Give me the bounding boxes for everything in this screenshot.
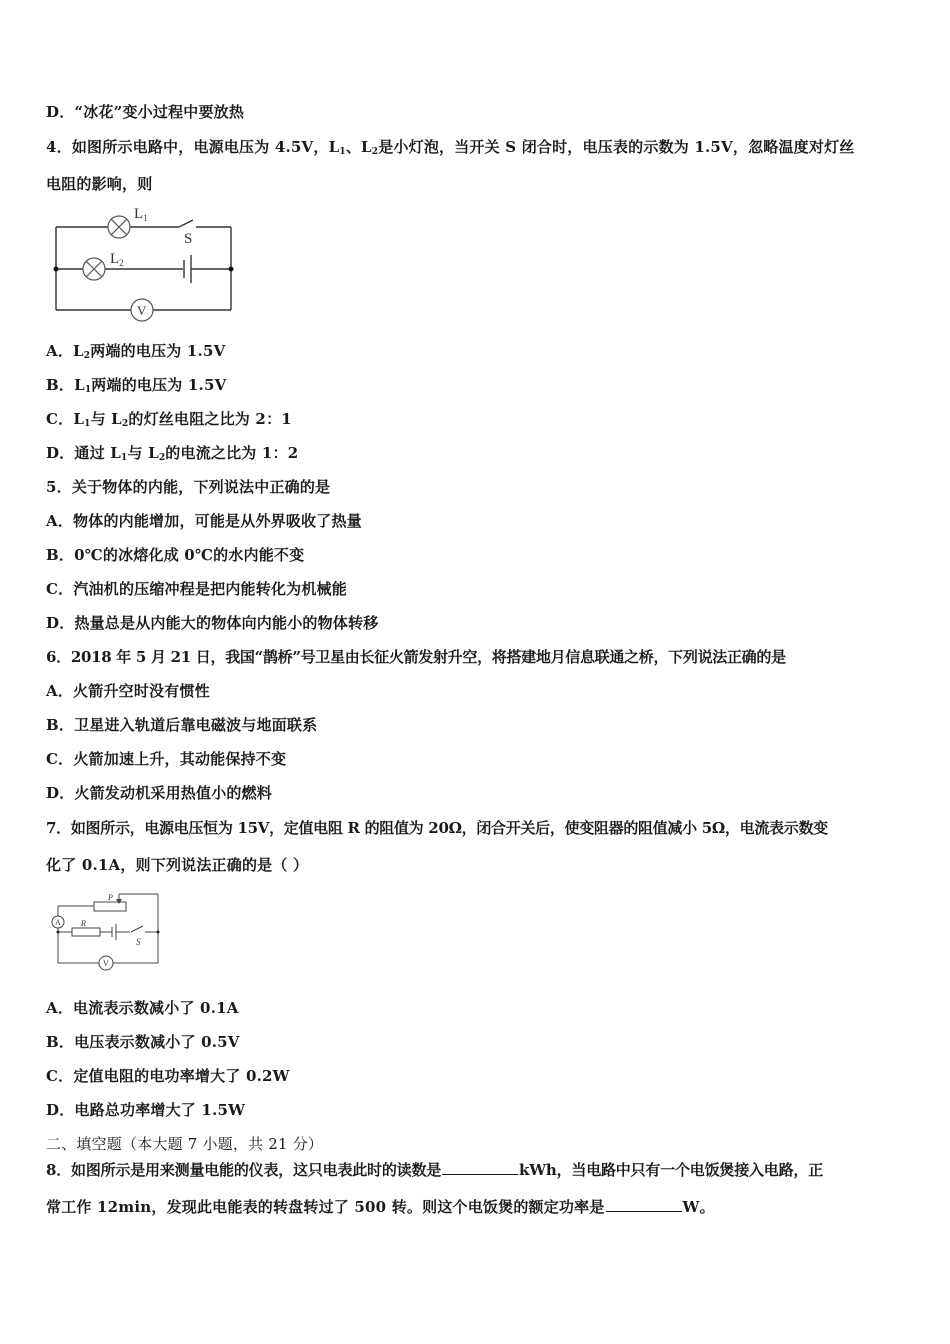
junction-dot	[157, 931, 160, 934]
q4-stem-text-c: 是小灯泡，当开关 S 闭合时，电压表的示数为 1.5V，忽略温度对灯丝	[378, 138, 855, 156]
q5-option-c: C．汽油机的压缩冲程是把内能转化为机械能	[46, 580, 347, 598]
q8-line1	[46, 1160, 823, 1180]
slider-p-label: P	[108, 893, 113, 902]
q5-option-d: D．热量总是从内能大的物体向内能小的物体转移	[46, 614, 379, 632]
q6-option-a: A．火箭升空时没有惯性	[46, 682, 210, 700]
lamp-l1-icon	[108, 216, 130, 238]
q7-option-a: A．电流表示数减小了 0.1A	[46, 999, 239, 1017]
voltmeter-label: V	[103, 959, 109, 968]
q6-option-d: D．火箭发动机采用热值小的燃料	[46, 784, 273, 802]
voltmeter-label: V	[137, 303, 147, 318]
q4-circuit-diagram	[48, 200, 238, 325]
junction-dot	[54, 267, 59, 272]
q7-stem-line2: 化了 0.1A，则下列说法正确的是（ ）	[46, 856, 309, 874]
q6-stem: 6．2018 年 5 月 21 日，我国“鹊桥”号卫星由长征火箭发射升空，将搭建地月信息联通之桥，下列说法正确的是	[46, 648, 786, 666]
q7-option-d: D．电路总功率增大了 1.5W	[46, 1101, 246, 1119]
q7-option-c: C．定值电阻的电功率增大了 0.2W	[46, 1067, 290, 1085]
q8-text-c: 常工作 12min，发现此电能表的转盘转过了 500 转。则这个电饭煲的额定功率是	[46, 1198, 605, 1216]
q8-text-b: kWh，当电路中只有一个电饭煲接入电路，正	[519, 1161, 823, 1179]
q4-stem-line2: 电阻的影响，则	[46, 175, 153, 193]
q5-option-b: B．0℃的冰熔化成 0℃的水内能不变	[46, 546, 305, 564]
q8-text-a: 8．如图所示是用来测量电能的仪表，这只电表此时的读数是	[46, 1161, 442, 1179]
section2-heading: 二、填空题（本大题 7 小题，共 21 分）	[46, 1135, 324, 1153]
q8-answer-blank-1[interactable]	[442, 1160, 518, 1175]
q5-stem: 5．关于物体的内能，下列说法中正确的是	[46, 478, 331, 496]
q6-option-c: C．火箭加速上升，其动能保持不变	[46, 750, 287, 768]
lamp-l2-label: $L_2$	[110, 251, 124, 268]
q4-stem-text-a: 4．如图所示电路中，电源电压为 4.5V，L	[46, 138, 340, 156]
subscript: 1	[339, 147, 346, 157]
junction-dot	[57, 931, 60, 934]
q8-line2	[46, 1197, 715, 1217]
resistor-r-label: R	[81, 919, 86, 928]
q5-option-a: A．物体的内能增加，可能是从外界吸收了热量	[46, 512, 362, 530]
junction-dot	[229, 267, 234, 272]
q4-stem-line1	[46, 137, 854, 157]
q4-option-a: A．$L_2$两端的电压为 1.5V	[46, 342, 226, 361]
q4-option-d: D．通过 $L_1$与 $L_2$的电流之比为 1：2	[46, 444, 299, 463]
lamp-l2-icon	[83, 258, 105, 280]
q8-text-d: W。	[682, 1198, 715, 1216]
ammeter-label: A	[55, 918, 61, 927]
q8-answer-blank-2[interactable]	[606, 1197, 682, 1212]
q7-option-b: B．电压表示数减小了 0.5V	[46, 1033, 240, 1051]
lamp-l1-label: $L_1$	[134, 206, 148, 223]
q4-option-c: C．$L_1$与 $L_2$的灯丝电阻之比为 2：1	[46, 410, 292, 429]
q7-stem-line1: 7．如图所示，电源电压恒为 15V，定值电阻 R 的阻值为 20Ω，闭合开关后，使变阻器的阻值减小 5Ω，电流表示数变	[46, 819, 828, 837]
q3-option-d: D．“冰花”变小过程中要放热	[46, 103, 245, 121]
q4-stem-text-b: 、L	[345, 138, 372, 156]
q7-circuit-diagram	[46, 886, 166, 976]
switch-s-label: S	[184, 231, 193, 247]
subscript: 2	[371, 147, 379, 157]
switch-s-label: S	[136, 937, 141, 947]
q4-option-b: B．$L_1$两端的电压为 1.5V	[46, 376, 227, 395]
q6-option-b: B．卫星进入轨道后靠电磁波与地面联系	[46, 716, 318, 734]
